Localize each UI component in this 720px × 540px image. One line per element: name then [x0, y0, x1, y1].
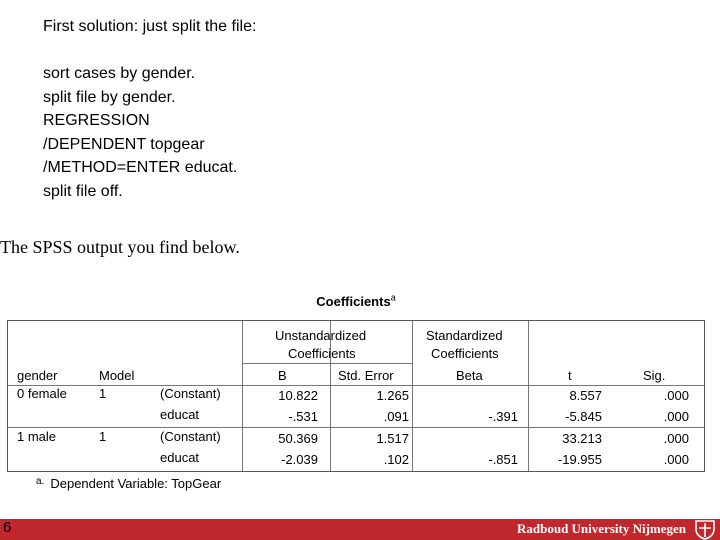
syntax-line: /DEPENDENT topgear [43, 135, 205, 153]
cell-beta: -.851 [488, 452, 518, 467]
coefficients-table [7, 320, 705, 472]
header-gender: gender [17, 368, 58, 383]
table-title-marker: a [390, 293, 396, 303]
column-divider [412, 321, 413, 471]
header-beta: Beta [456, 368, 483, 383]
header-model: Model [99, 368, 135, 383]
cell-b: -.531 [288, 409, 318, 424]
cell-term: (Constant) [160, 429, 221, 444]
footnote-marker: a. [36, 476, 45, 487]
cell-t: -5.845 [565, 409, 602, 424]
output-note: The SPSS output you find below. [0, 237, 240, 257]
cell-t: 8.557 [569, 388, 602, 403]
table-title-text: Coefficients [316, 294, 391, 310]
footnote-text: Dependent Variable: TopGear [50, 476, 222, 491]
cell-model: 1 [99, 429, 107, 444]
cell-sig: .000 [663, 388, 689, 403]
cell-std-error: 1.265 [376, 388, 409, 403]
cell-std-error: .091 [383, 409, 409, 424]
cell-gender: 1 male [17, 429, 57, 444]
cell-term: (Constant) [160, 386, 221, 401]
page-number: 6 [3, 519, 12, 536]
spss-syntax [43, 62, 237, 203]
group-header-unstandardized-line2: Coefficients [288, 346, 356, 361]
cell-sig: .000 [663, 452, 689, 467]
header-sig: Sig. [643, 368, 666, 383]
group-header-standardized-line1: Standardized [426, 328, 503, 343]
cell-std-error: 1.517 [376, 431, 409, 446]
column-divider [528, 321, 529, 471]
syntax-line: split file by gender. [43, 88, 176, 106]
cell-b: 10.822 [278, 388, 318, 403]
column-divider [242, 321, 243, 471]
table-title [0, 293, 720, 309]
cell-beta: -.391 [488, 409, 518, 424]
header-b: B [278, 368, 287, 383]
cell-term: educat [160, 450, 200, 465]
cell-model: 1 [99, 386, 107, 401]
syntax-line: split file off. [43, 182, 123, 200]
cell-b: 50.369 [278, 431, 318, 446]
university-crest-icon [694, 520, 716, 540]
cell-term: educat [160, 407, 200, 422]
cell-b: -2.039 [281, 452, 318, 467]
syntax-line: sort cases by gender. [43, 65, 196, 82]
header-divider [242, 363, 412, 364]
syntax-line: REGRESSION [43, 112, 150, 129]
university-name: Radboud University Nijmegen [516, 521, 686, 536]
cell-t: 33.213 [562, 431, 602, 446]
table-footnote [36, 476, 221, 491]
header-t: t [568, 368, 572, 383]
cell-std-error: .102 [383, 452, 409, 467]
syntax-line: /METHOD=ENTER educat. [43, 159, 238, 176]
intro-text: First solution: just split the file: [43, 18, 257, 35]
header-divider [8, 385, 704, 386]
cell-gender: 0 female [17, 386, 67, 401]
group-header-unstandardized-line1: Unstandardized [275, 328, 367, 343]
cell-t: -19.955 [557, 452, 602, 467]
row-divider [8, 427, 704, 428]
header-std-error: Std. Error [338, 368, 394, 383]
cell-sig: .000 [663, 431, 689, 446]
column-divider [330, 321, 331, 471]
group-header-standardized-line2: Coefficients [431, 346, 499, 361]
cell-sig: .000 [663, 409, 689, 424]
